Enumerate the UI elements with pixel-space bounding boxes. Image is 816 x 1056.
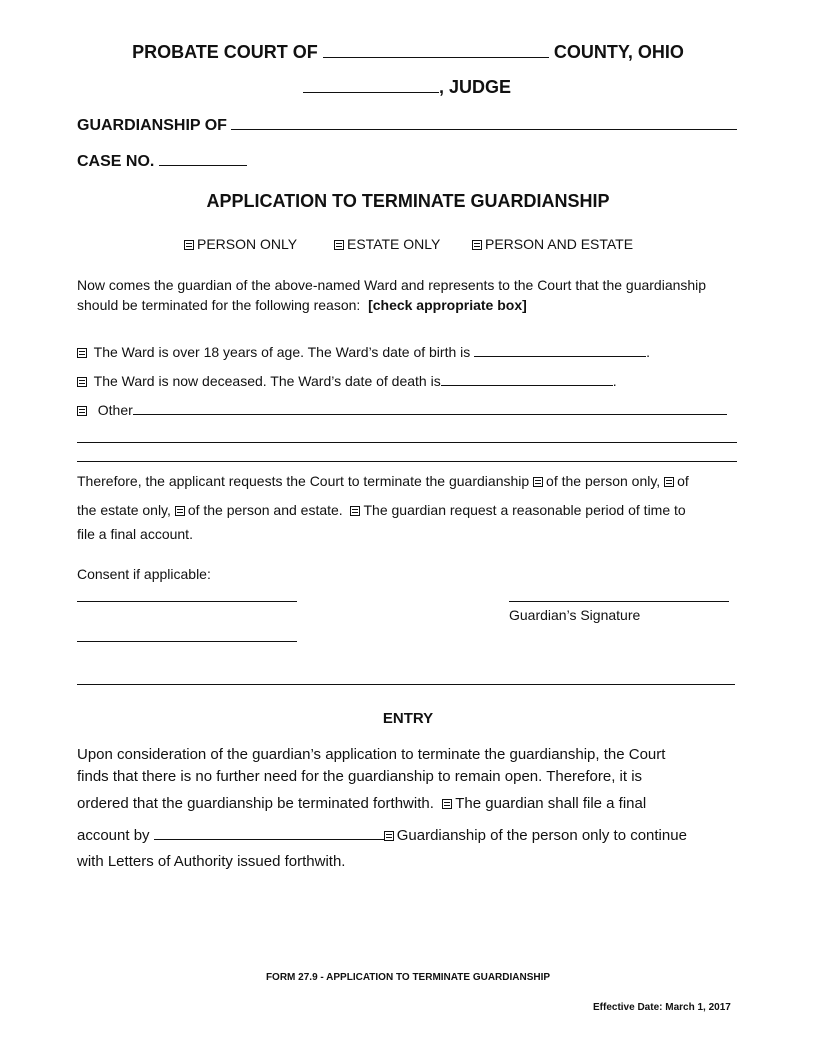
case-no-blank[interactable] xyxy=(159,164,247,166)
consent-label: Consent if applicable: xyxy=(77,566,211,582)
court-heading: PROBATE COURT OF COUNTY, OHIO xyxy=(132,42,684,62)
guardianship-of-line: GUARDIANSHIP OF xyxy=(77,117,737,135)
final-account-period-checkbox[interactable] xyxy=(350,506,360,516)
terminate-estate-only-checkbox[interactable] xyxy=(664,477,674,487)
over-18-checkbox[interactable] xyxy=(77,348,87,358)
form-id-footer: FORM 27.9 - APPLICATION TO TERMINATE GUARDIANSHIP xyxy=(265,972,551,983)
request-line-3: file a final account. xyxy=(77,526,193,542)
terminate-person-only-checkbox[interactable] xyxy=(533,477,543,487)
entry-line-1: Upon consideration of the guardian’s application to terminate the guardianship, the Court xyxy=(77,746,666,763)
request-line-1: Therefore, the applicant requests the Court to terminate the guardianship of the person only, of xyxy=(77,473,689,489)
effective-date: Effective Date: March 1, 2017 xyxy=(593,1002,731,1013)
intro-line-1: Now comes the guardian of the above-named Ward and represents to the Court that the guardianship xyxy=(77,277,707,293)
case-no-line: CASE NO. xyxy=(77,153,247,171)
final-account-checkbox[interactable] xyxy=(442,799,452,809)
person-and-estate-checkbox[interactable] xyxy=(472,240,482,250)
option-estate-only[interactable]: ESTATE ONLY xyxy=(334,236,440,252)
entry-line-3: ordered that the guardianship be terminated forthwith. The guardian shall file a final xyxy=(77,795,647,812)
ward-name-blank[interactable] xyxy=(231,128,737,130)
date-of-birth-blank[interactable] xyxy=(474,355,646,357)
intro-line-2: should be terminated for the following reason: [check appropriate box] xyxy=(77,297,527,313)
other-reason-line-3[interactable] xyxy=(77,461,737,462)
reason-deceased: The Ward is now deceased. The Ward’s date of death is . xyxy=(77,373,617,389)
entry-heading: ENTRY xyxy=(382,710,434,727)
date-of-death-blank[interactable] xyxy=(441,384,613,386)
consent-signature-line-2[interactable] xyxy=(77,641,297,642)
judge-blank[interactable] xyxy=(303,91,439,93)
entry-line-5: with Letters of Authority issued forthwith. xyxy=(77,853,346,870)
reason-over-18: The Ward is over 18 years of age. The Ward’s date of birth is . xyxy=(77,344,650,360)
estate-only-checkbox[interactable] xyxy=(334,240,344,250)
consent-signature-line-1[interactable] xyxy=(77,601,297,602)
county-blank[interactable] xyxy=(323,56,549,58)
option-person-and-estate[interactable]: PERSON AND ESTATE xyxy=(472,236,633,252)
request-line-2: the estate only, of the person and estate. The guardian request a reasonable period of time to xyxy=(77,502,686,518)
guardian-signature-line[interactable] xyxy=(509,601,729,602)
reason-other: Other xyxy=(77,402,727,418)
person-only-checkbox[interactable] xyxy=(184,240,194,250)
entry-line-4: account by Guardianship of the person only to continue xyxy=(77,827,687,844)
deceased-checkbox[interactable] xyxy=(77,377,87,387)
section-divider xyxy=(77,684,735,685)
other-reason-blank[interactable] xyxy=(133,413,727,415)
terminate-person-and-estate-checkbox[interactable] xyxy=(175,506,185,516)
judge-line: , JUDGE xyxy=(303,77,511,98)
person-only-continue-checkbox[interactable] xyxy=(384,831,394,841)
guardian-signature-label: Guardian’s Signature xyxy=(509,607,641,623)
other-reason-line-2[interactable] xyxy=(77,442,737,443)
entry-line-2: finds that there is no further need for the guardianship to remain open. Therefore, it is xyxy=(77,768,643,785)
account-date-blank[interactable] xyxy=(154,838,384,840)
form-title: APPLICATION TO TERMINATE GUARDIANSHIP xyxy=(206,191,610,211)
option-person-only[interactable]: PERSON ONLY xyxy=(184,236,297,252)
other-checkbox[interactable] xyxy=(77,406,87,416)
